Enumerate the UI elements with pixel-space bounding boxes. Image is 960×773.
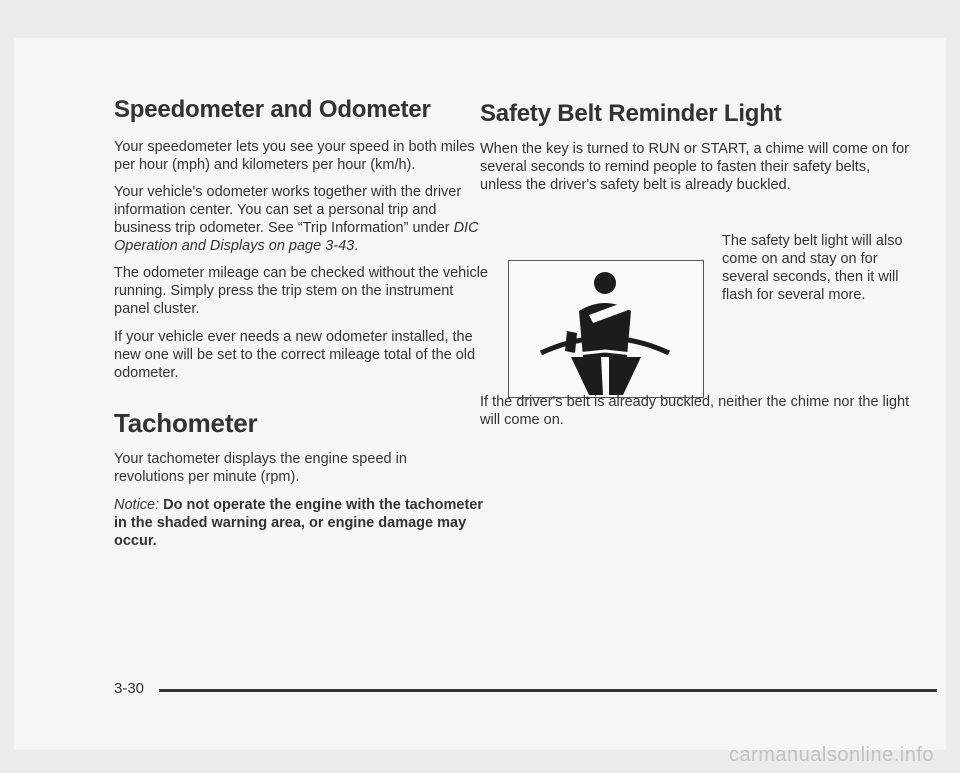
paragraph-safety-chime: When the key is turned to RUN or START, a chime will come on for several seconds to remind people to fasten their safety belts, unless the driver's safety belt is already buckled.: [480, 141, 909, 193]
odometer-text-end: .: [354, 238, 359, 254]
dic-reference-link[interactable]: DIC Operation and Displays on page 3-43: [114, 220, 479, 254]
notice-text: Do not operate the engine with the tachometer in the shaded warning area, or engine damage may occur.: [114, 497, 484, 549]
notice-label: Notice:: [114, 497, 160, 513]
paragraph-odometer-check: The odometer mileage can be checked without the vehicle running. Simply press the trip stem on the instrument panel cluster.: [114, 265, 488, 317]
heading-tachometer: Tachometer: [114, 408, 258, 438]
paragraph-belt-buckled: If the driver's belt is already buckled, neither the chime nor the light will come on.: [480, 394, 910, 428]
heading-safety-belt-reminder: Safety Belt Reminder Light: [480, 100, 782, 127]
paragraph-odometer-replace: If your vehicle ever needs a new odometer installed, the new one will be set to the correct mileage total of the old odometer.: [114, 329, 476, 381]
paragraph-odometer: [114, 183, 494, 255]
safety-belt-icon: [509, 261, 703, 397]
page-number: 3-30: [114, 680, 145, 697]
heading-speedometer-odometer: Speedometer and Odometer: [114, 96, 431, 123]
watermark: carmanualsonline.info: [728, 744, 934, 766]
safety-belt-illustration: [508, 260, 704, 398]
manual-page: [14, 38, 946, 750]
footer-divider: [159, 689, 937, 692]
paragraph-safety-light: The safety belt light will also come on and stay on for several seconds, then it will flash for several more.: [722, 233, 903, 303]
odometer-text: Your vehicle's odometer works together with the driver information center. You can set a personal trip and business trip odometer. See “Trip Information” under: [114, 184, 462, 236]
notice-paragraph: [114, 496, 484, 550]
paragraph-speedometer: Your speedometer lets you see your speed in both miles per hour (mph) and kilometers per hour (km/h).: [114, 139, 475, 173]
paragraph-tachometer: Your tachometer displays the engine speed in revolutions per minute (rpm).: [114, 451, 407, 485]
